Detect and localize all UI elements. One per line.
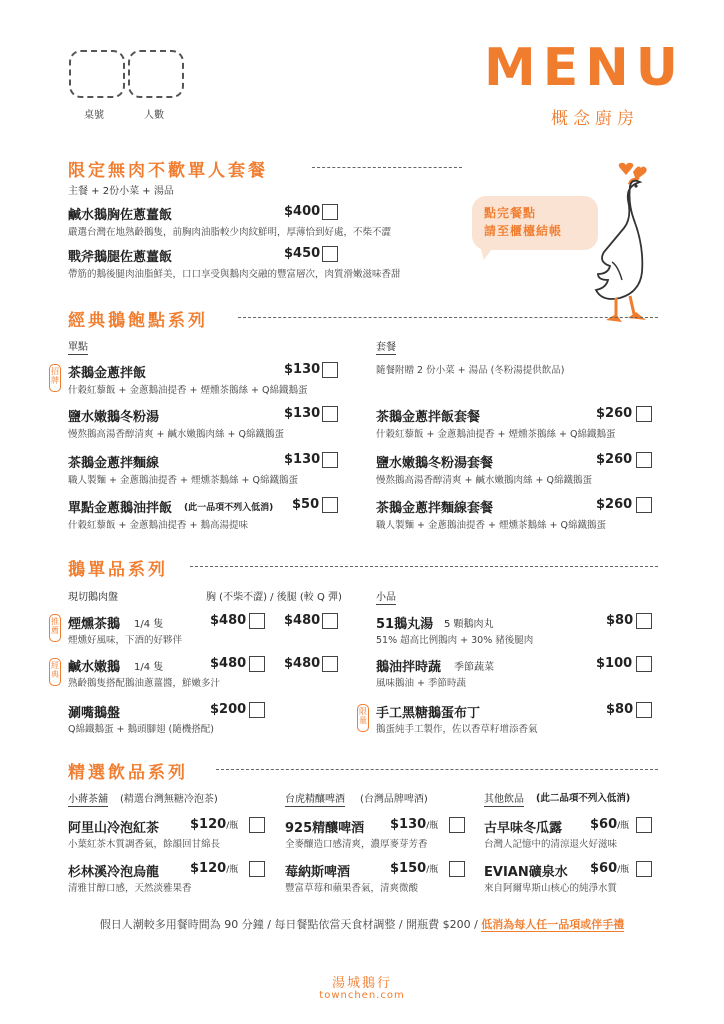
- drink-name: 阿里山冷泡紅茶: [68, 821, 160, 836]
- menu-item-name: 涮嘴鵝盤: [68, 706, 121, 721]
- tag-limited: 限量: [357, 704, 369, 732]
- menu-item-qty: 1/4 隻: [134, 619, 164, 630]
- section-note: 主餐 + 2份小菜 + 湯品: [68, 186, 174, 197]
- section-title-drinks: 精選飲品系列: [68, 763, 188, 783]
- set-item-price: $260: [596, 497, 633, 512]
- footer-url: townchen.com: [319, 990, 405, 1001]
- set-note: 隨餐附贈 2 份小菜 + 湯品 (冬粉湯提供飲品): [376, 365, 565, 376]
- order-checkbox[interactable]: [636, 497, 652, 513]
- unit-label: /瓶: [226, 865, 239, 875]
- menu-item-name: 鹹水鵝胸佐蔥薑飯: [68, 208, 173, 223]
- order-checkbox[interactable]: [322, 204, 338, 220]
- menu-item-name: 單點金蔥鵝油拌飯: [68, 501, 173, 516]
- goose-illustration: [588, 162, 670, 328]
- drink-name: EVIAN礦泉水: [484, 865, 568, 880]
- menu-item-price: $480: [284, 656, 321, 671]
- table-number-box[interactable]: [69, 50, 125, 98]
- menu-item-name: 茶鵝金蔥拌麵線: [68, 456, 160, 471]
- speech-bubble-tail: [478, 246, 498, 262]
- menu-item-desc: 嚴選台灣在地熟齡鵝隻，前胸肉油脂較少肉紋鮮明，厚薄恰到好處，不柴不澀: [68, 227, 392, 238]
- set-item-price: $260: [596, 452, 633, 467]
- menu-item-price: $130: [284, 406, 321, 421]
- menu-item-qty: 1/4 隻: [134, 662, 164, 673]
- menu-item-desc: 慢熬鵝高湯香醇清爽 + 鹹水嫩鵝肉絲 + Q綿鐵鵝蛋: [68, 429, 284, 440]
- set-item-name: 鹽水嫩鵝冬粉湯套餐: [376, 456, 494, 471]
- order-checkbox[interactable]: [249, 613, 265, 629]
- column-head-small: 小品: [376, 588, 396, 605]
- drink-desc: 小葉紅茶木質調香氣，餘韻回甘綿長: [68, 839, 221, 850]
- people-count-box[interactable]: [128, 50, 184, 98]
- section-divider: [312, 167, 462, 168]
- menu-item-name: 煙燻茶鵝: [68, 617, 121, 632]
- order-checkbox[interactable]: [249, 656, 265, 672]
- section-divider: [190, 566, 658, 567]
- footer-highlight: 低消為每人任一品項或伴手禮: [481, 918, 625, 931]
- drink-price: $60/瓶: [590, 861, 630, 876]
- set-item-name: 茶鵝金蔥拌麵線套餐: [376, 501, 494, 516]
- menu-subtitle: 概念廚房: [551, 109, 639, 129]
- menu-item-desc: 鵝蛋純手工製作，佐以香草籽增添香氣: [376, 724, 538, 735]
- column-head-single: 單點: [68, 338, 88, 355]
- order-checkbox[interactable]: [636, 613, 652, 629]
- menu-item-price: $480: [210, 656, 247, 671]
- menu-item-price: $480: [284, 613, 321, 628]
- heart-icon: [618, 162, 634, 176]
- tag-recommend: 推薦: [49, 614, 61, 642]
- drink-col-note: (台灣品牌啤酒): [360, 794, 428, 805]
- column-head-set: 套餐: [376, 338, 396, 355]
- menu-item-desc: 風味鵝油 + 季節時蔬: [376, 678, 466, 689]
- unit-label: /瓶: [617, 865, 630, 875]
- menu-item-desc: 帶筋的鵝後腿肉油脂鮮美，口口享受與鵝肉交融的豐富層次，肉質滑嫩滋味香甜: [68, 269, 401, 280]
- menu-item-name-note: (此一品項不列入低消): [184, 503, 274, 513]
- tag-signature: 招牌: [49, 364, 61, 392]
- menu-item-price: $130: [284, 362, 321, 377]
- drink-col-note: (此二品項不列入低消): [536, 793, 631, 804]
- order-checkbox[interactable]: [249, 817, 265, 833]
- section-title-classic: 經典鵝飽點系列: [68, 311, 208, 331]
- menu-item-desc: 51% 超高比例鵝肉 + 30% 豬後腿肉: [376, 635, 534, 646]
- menu-item-desc: 熟齡鵝隻搭配鵝油蔥薑醬，鮮嫩多汁: [68, 678, 221, 689]
- drink-col-head-beer: 台虎精釀啤酒: [285, 790, 345, 807]
- menu-item-price: $480: [210, 613, 247, 628]
- drink-desc: 清雅甘醇口感，天然淡雅果香: [68, 883, 192, 894]
- drink-price: $130/瓶: [390, 817, 439, 832]
- order-checkbox[interactable]: [322, 656, 338, 672]
- drink-col-head-tea: 小蔣茶舖: [68, 790, 108, 807]
- menu-item-name: 鹽水嫩鵝冬粉湯: [68, 410, 160, 425]
- unit-label: /瓶: [426, 821, 439, 831]
- speech-bubble-line1: 點完餐點: [484, 206, 537, 220]
- menu-item-price: $100: [596, 656, 633, 671]
- column-head-plate: 現切鵝肉盤: [68, 592, 118, 603]
- drink-price: $150/瓶: [390, 861, 439, 876]
- section-title-single-sets: 限定無肉不歡單人套餐: [68, 161, 268, 181]
- menu-item-desc: 什穀紅藜飯 + 金蔥鵝油提香 + 鵝高湯提味: [68, 520, 248, 531]
- drink-name: 925精釀啤酒: [285, 821, 365, 836]
- menu-item-price: $450: [284, 246, 321, 261]
- menu-item-name: 51鵝丸湯: [376, 617, 434, 632]
- menu-item-price: $200: [210, 702, 247, 717]
- unit-label: /瓶: [426, 865, 439, 875]
- drink-price: $120/瓶: [190, 861, 239, 876]
- drink-name: 古早味冬瓜露: [484, 821, 563, 836]
- order-checkbox[interactable]: [636, 861, 652, 877]
- order-checkbox[interactable]: [249, 702, 265, 718]
- order-checkbox[interactable]: [322, 497, 338, 513]
- order-checkbox[interactable]: [636, 656, 652, 672]
- drink-price: $120/瓶: [190, 817, 239, 832]
- order-checkbox[interactable]: [322, 613, 338, 629]
- menu-item-price: $50: [292, 497, 320, 512]
- set-item-name: 茶鵝金蔥拌飯套餐: [376, 410, 481, 425]
- set-item-desc: 職人製麵 + 金蔥鵝油提香 + 煙燻茶鵝絲 + Q綿鐵鵝蛋: [376, 520, 606, 531]
- menu-item-qty: 季節蔬菜: [454, 662, 494, 673]
- order-checkbox[interactable]: [449, 861, 465, 877]
- drink-name: 杉林溪冷泡烏龍: [68, 865, 160, 880]
- plate-note: 胸 (不柴不澀) / 後腿 (較 Q 彈): [206, 592, 342, 603]
- drink-desc: 台灣人記憶中的清涼退火好滋味: [484, 839, 618, 850]
- footer-note: [0, 916, 724, 932]
- set-item-desc: 什穀紅藜飯 + 金蔥鵝油提香 + 煙燻茶鵝絲 + Q綿鐵鵝蛋: [376, 429, 616, 440]
- order-checkbox[interactable]: [449, 817, 465, 833]
- menu-item-qty: 5 顆鵝肉丸: [444, 619, 494, 630]
- menu-item-price: $400: [284, 204, 321, 219]
- order-checkbox[interactable]: [322, 406, 338, 422]
- section-divider: [216, 769, 658, 770]
- menu-item-name: 鵝油拌時蔬: [376, 660, 442, 675]
- drink-col-head-other: 其他飲品: [484, 790, 524, 807]
- menu-item-price: $80: [606, 702, 634, 717]
- table-number-label: 桌號: [84, 110, 104, 121]
- drink-desc: 全麥釀造口感清爽，濃厚麥芽芳香: [285, 839, 428, 850]
- menu-item-desc: 煙燻好風味，下酒的好夥伴: [68, 635, 183, 646]
- tag-classic: 經典: [49, 658, 61, 686]
- drink-desc: 來自阿爾卑斯山核心的純淨水質: [484, 883, 618, 894]
- order-checkbox[interactable]: [322, 452, 338, 468]
- people-count-label: 人數: [144, 110, 164, 121]
- menu-title: MENU: [484, 38, 686, 98]
- section-divider: [238, 317, 658, 318]
- speech-bubble-line2: 請至櫃檯結帳: [484, 224, 563, 238]
- order-checkbox[interactable]: [636, 817, 652, 833]
- drink-price: $60/瓶: [590, 817, 630, 832]
- order-checkbox[interactable]: [322, 362, 338, 378]
- order-checkbox[interactable]: [322, 246, 338, 262]
- unit-label: /瓶: [617, 821, 630, 831]
- menu-item-desc: Q綿鐵鵝蛋 + 鵝頭腳翅 (隨機搭配): [68, 724, 214, 735]
- menu-item-name: 手工黑糖鵝蛋布丁: [376, 706, 481, 721]
- order-checkbox[interactable]: [636, 406, 652, 422]
- footer-note-text: 假日人潮較多用餐時間為 90 分鐘 / 每日餐點依當天食材調整 / 開瓶費 $200 /: [99, 918, 478, 931]
- unit-label: /瓶: [226, 821, 239, 831]
- menu-item-name: 鹹水嫩鵝: [68, 660, 121, 675]
- drink-name: 莓納斯啤酒: [285, 865, 351, 880]
- order-checkbox[interactable]: [249, 861, 265, 877]
- section-title-goose-items: 鵝單品系列: [68, 560, 168, 580]
- menu-item-desc: 職人製麵 + 金蔥鵝油提香 + 煙燻茶鵝絲 + Q綿鐵鵝蛋: [68, 475, 298, 486]
- order-checkbox[interactable]: [636, 452, 652, 468]
- order-checkbox[interactable]: [636, 702, 652, 718]
- menu-item-price: $130: [284, 452, 321, 467]
- set-item-desc: 慢熬鵝高湯香醇清爽 + 鹹水嫩鵝肉絲 + Q綿鐵鵝蛋: [376, 475, 592, 486]
- menu-item-desc: 什穀紅藜飯 + 金蔥鵝油提香 + 煙燻茶鵝絲 + Q綿鐵鵝蛋: [68, 385, 308, 396]
- menu-item-name: 戰斧鵝腿佐蔥薑飯: [68, 250, 173, 265]
- menu-item-name: 茶鵝金蔥拌飯: [68, 366, 147, 381]
- drink-desc: 豐富草莓和蘋果香氣，清爽微酸: [285, 883, 419, 894]
- set-item-price: $260: [596, 406, 633, 421]
- drink-col-note: (精選台灣無糖冷泡茶): [120, 794, 218, 805]
- footer-brand: 湯城鵝行: [331, 976, 392, 991]
- menu-item-price: $80: [606, 613, 634, 628]
